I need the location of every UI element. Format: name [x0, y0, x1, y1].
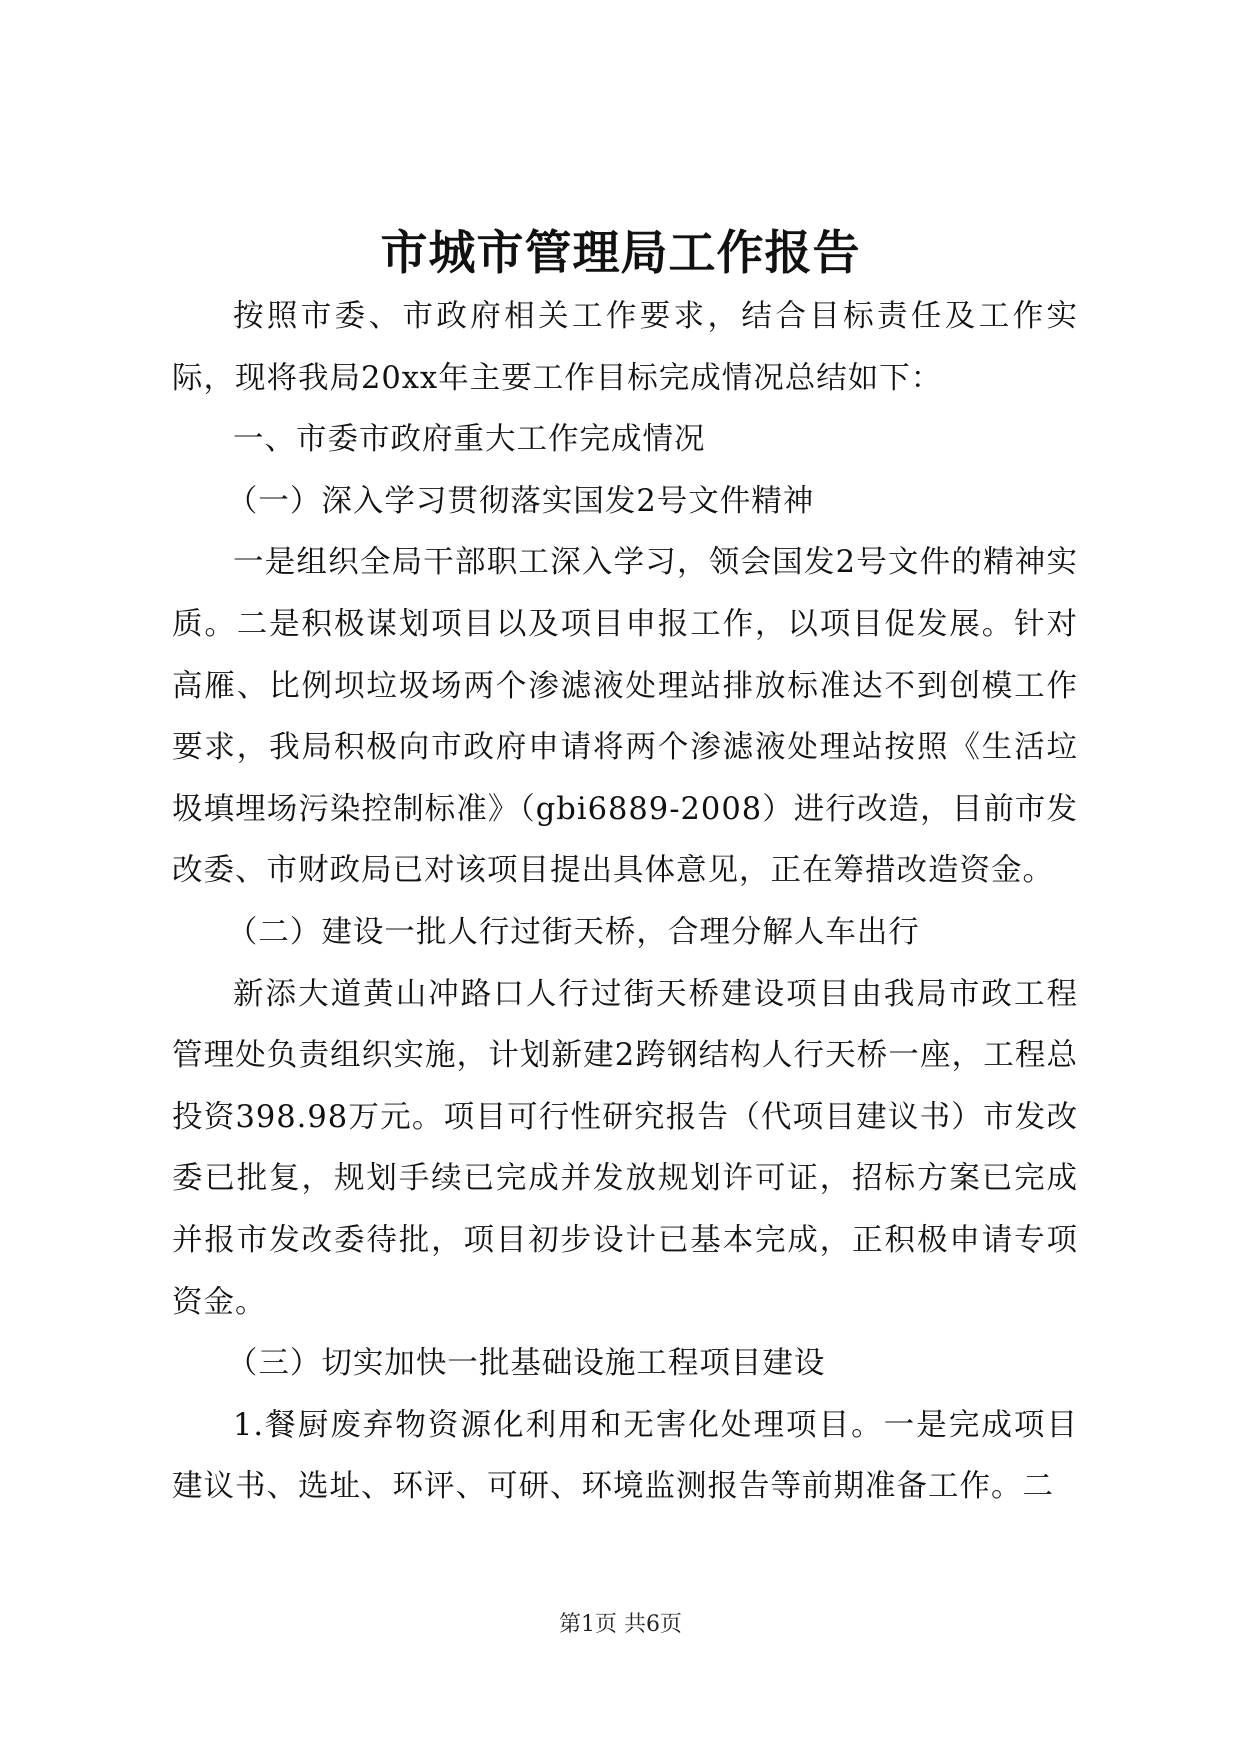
- body-paragraph: 1.餐厨废弃物资源化利用和无害化处理项目。一是完成项目建议书、选址、环评、可研、环境监测报告等前期准备工作。二: [172, 1407, 1078, 1505]
- subsection-heading-2: （二）建设一批人行过街天桥，合理分解人车出行: [226, 914, 920, 950]
- section-heading-1: 一、市委市政府重大工作完成情况: [233, 422, 706, 458]
- document-title: 市城市管理局工作报告: [380, 226, 861, 281]
- page-number-footer: 第1页 共6页: [559, 1612, 682, 1637]
- subsection-heading-3: （三）切实加快一批基础设施工程项目建设: [226, 1346, 826, 1382]
- intro-paragraph: 按照市委、市政府相关工作要求，结合目标责任及工作实际，现将我局20xx年主要工作目标完成情况总结如下：: [172, 299, 1078, 396]
- body-paragraph: 新添大道黄山冲路口人行过街天桥建设项目由我局市政工程管理处负责组织实施，计划新建2跨钢结构人行天桥一座，工程总投资398.98万元。项目可行性研究报告（代项目建议书）市发改委已批复，规划手续已完成并发放规划许可证，招标方案已完成并报市发改委待批，项目初步设计已基本完成，正积极申请专项资金。: [172, 976, 1078, 1320]
- body-paragraph: 一是组织全局干部职工深入学习，领会国发2号文件的精神实质。二是积极谋划项目以及项目申报工作，以项目促发展。针对高雁、比例坝垃圾场两个渗滤液处理站排放标准达不到创模工作要求，我局积极向市政府申请将两个渗滤液处理站按照《生活垃圾填埋场污染控制标准》（gbi6889-2008）进行改造，目前市发改委、市财政局已对该项目提出具体意见，正在筹措改造资金。: [172, 545, 1078, 889]
- document-body: [172, 286, 1078, 1518]
- subsection-heading-1: （一）深入学习贯彻落实国发2号文件精神: [226, 483, 815, 519]
